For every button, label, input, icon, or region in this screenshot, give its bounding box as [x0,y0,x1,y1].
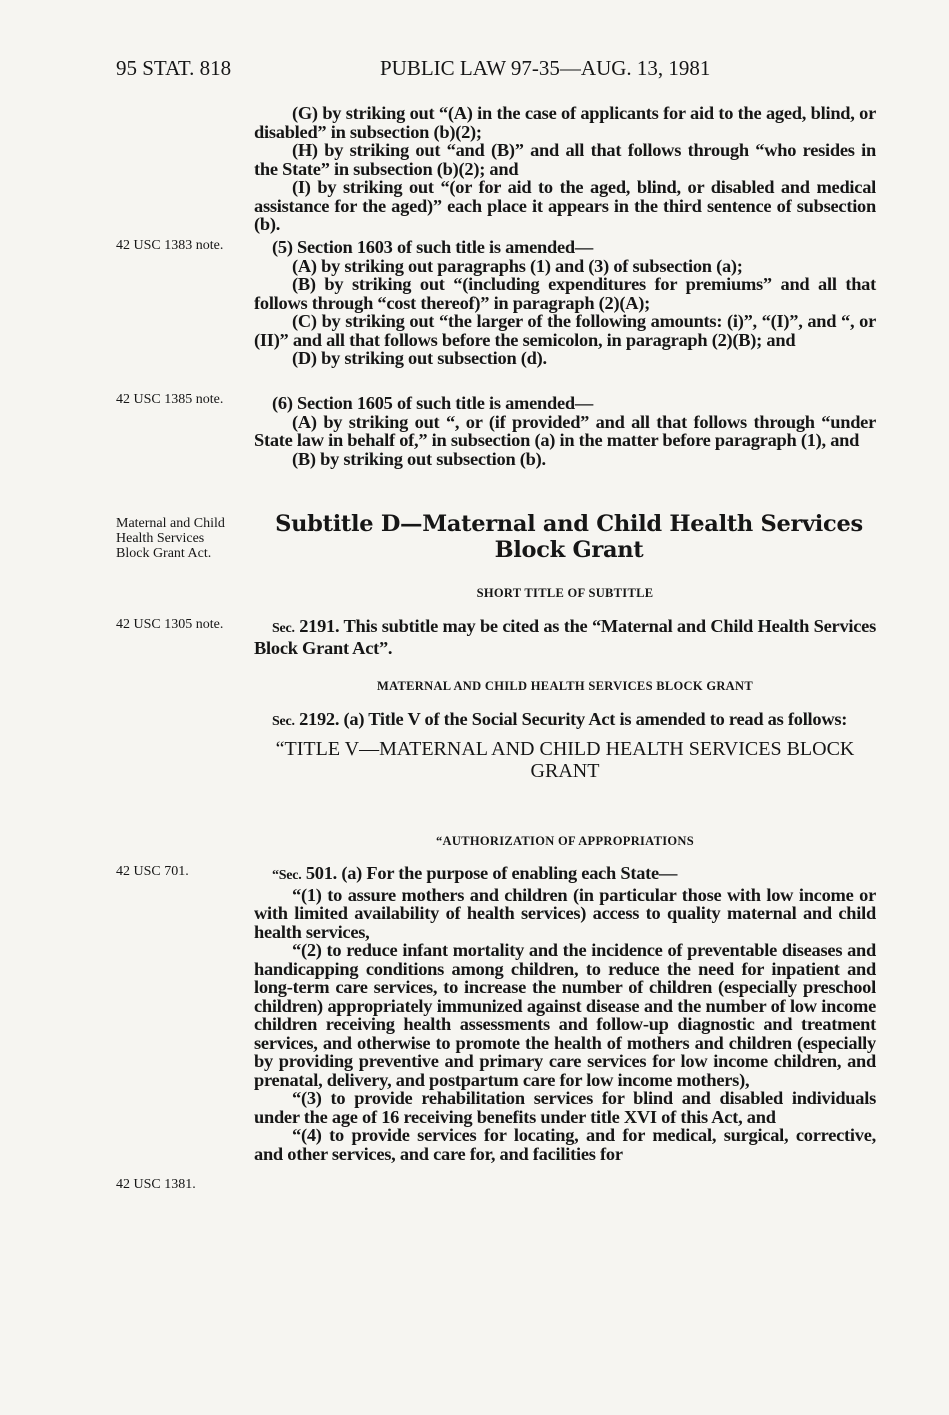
margin-note-1383: 42 USC 1383 note. [116,238,224,253]
clause-g: (G) by striking out “(A) in the case of applicants for aid to the aged, blind, or disabled” in subsection (b)(2); [254,103,876,142]
sec-501-para-3: “(3) to provide rehabilitation services for blind and disabled individuals under the age of 16 receiving benefits under title XVI of this Act, and [254,1088,876,1127]
sec-label: “Sec. [272,868,302,883]
sec-501-para-2: “(2) to reduce infant mortality and the incidence of preventable diseases and handicapping conditions among children, to reduce the need for inpatient and long-term care services, to increase the number of children (especially preschool children) appropriately immunized against disease and the number of low income children receiving health assessments and follow-up diagnostic and treatment services, and otherwise to promote the health of mothers and children (especially by providing preventive and primary care services for low income children, and prenatal, delivery, and postpartum care for low income mothers), [254,940,876,1090]
sec-label: Sec. [272,714,295,729]
clause-1603-d: (D) by striking out subsection (d). [292,348,547,368]
clause-i: (I) by striking out “(or for aid to the aged, blind, or disabled and medical assistance for the aged)” each place it appears in the third sentence of subsection (b). [254,177,876,234]
sec-2191-text: 2191. This subtitle may be cited as the “Maternal and Child Health Services Block Grant Act”. [254,616,876,658]
amendment-section-1603 [254,238,876,368]
clause-1605-b: (B) by striking out subsection (b). [292,448,546,469]
clause-1603-b: (B) by striking out “(including expenditures for premiums” and all that follows through “cost thereof)” in paragraph (2)(A); [254,274,876,313]
clause-h: (H) by striking out “and (B)” and all that follows through “who resides in the State” in subsection (b)(2); and [254,140,876,179]
block-grant-heading: MATERNAL AND CHILD HEALTH SERVICES BLOCK GRANT [377,679,753,693]
statute-page-number: 95 STAT. 818 [116,56,232,80]
sec-label: Sec. [272,621,295,636]
clause-1603-a: (A) by striking out paragraphs (1) and (3) of subsection (a); [292,255,743,276]
short-title-heading: SHORT TITLE OF SUBTITLE [476,586,654,600]
amendment-block-gi [254,104,876,234]
section-1603-intro: (5) Section 1603 of such title is amended— [272,237,594,257]
title-v-heading: “TITLE V—MATERNAL AND CHILD HEALTH SERVICES BLOCK GRANT [275,738,855,782]
section-2192 [254,710,876,732]
sec-501-para-4: “(4) to provide services for locating, and for medical, surgical, corrective, and other services, and care for, and facilities for [254,1125,876,1164]
authorization-heading: “AUTHORIZATION OF APPROPRIATIONS [435,834,694,848]
clause-1603-c: (C) by striking out “the larger of the following amounts: (i)”, “(I)”, and “, or (II)” and all that follows before the semicolon, in paragraph (2)(B); and [254,311,876,350]
margin-note-act-name: Maternal and Child Health Services Block Grant Act. [116,516,225,561]
section-501 [254,864,876,1163]
amendment-section-1605 [254,394,876,468]
sec-501-para-1: “(1) to assure mothers and children (in particular those with low income or with limited availability of health services) access to quality maternal and child health services, [254,884,876,942]
margin-note-701: 42 USC 701. [116,864,189,879]
subtitle-heading: Subtitle D—Maternal and Child Health Services Block Grant [275,511,863,563]
margin-note-1385: 42 USC 1385 note. [116,392,224,407]
sec-501-text: 501. (a) For the purpose of enabling each State— [301,863,678,883]
clause-1605-a: (A) by striking out “, or (if provided” and all that follows through “under State law in behalf of,” in subsection (a) in the matter before paragraph (1), and [254,411,876,450]
section-1605-intro: (6) Section 1605 of such title is amended— [272,393,594,413]
section-2191 [254,617,876,657]
margin-note-1381: 42 USC 1381. [116,1177,196,1192]
margin-note-1305: 42 USC 1305 note. [116,617,224,632]
public-law-citation: PUBLIC LAW 97-35—AUG. 13, 1981 [380,56,711,80]
sec-2192-text: 2192. (a) Title V of the Social Security Act is amended to read as follows: [294,709,848,729]
